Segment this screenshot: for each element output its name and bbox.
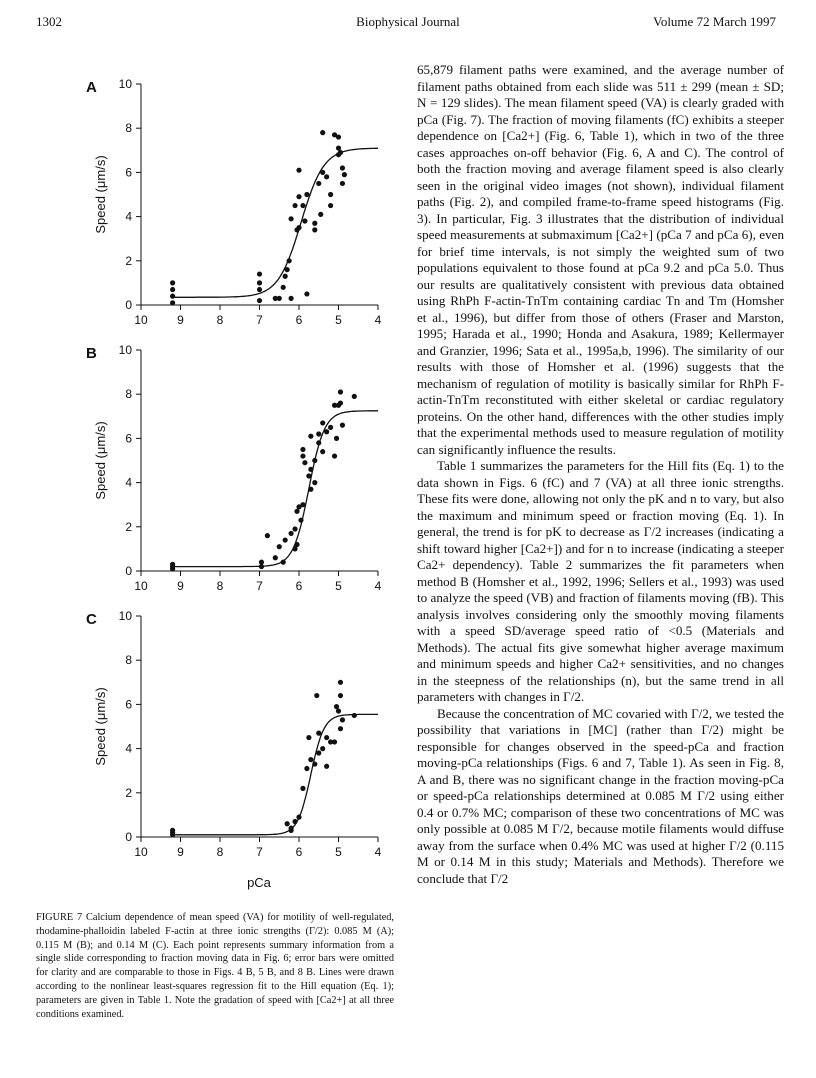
panel-c-label: C — [86, 611, 97, 628]
panel-b-data-point — [300, 502, 305, 507]
panel-a-data-point — [283, 274, 288, 279]
panel-a-data-point — [277, 296, 282, 301]
panel-a-x-tick-label: 10 — [134, 313, 148, 327]
panel-a-x-tick-label: 7 — [256, 313, 263, 327]
panel-c-x-tick-label: 6 — [295, 845, 303, 859]
panel-a-data-point — [312, 227, 317, 232]
panel-b-data-point — [294, 509, 299, 514]
panel-c-data-point — [170, 828, 175, 833]
panel-b-data-point — [312, 480, 317, 485]
panel-c-data-point — [285, 821, 290, 826]
panel-c-x-tick-label: 5 — [335, 845, 342, 859]
panel-c-data-point — [316, 731, 321, 736]
panel-b-data-point — [316, 440, 321, 445]
panel-a-data-point — [312, 221, 317, 226]
panel-b-data-point — [259, 564, 264, 569]
panel-b-data-point — [308, 487, 313, 492]
panel-a-data-point — [257, 271, 262, 276]
panel-c-data-point — [316, 750, 321, 755]
panel-c-y-tick-label: 0 — [125, 830, 132, 844]
panel-a-data-point — [257, 280, 262, 285]
panel-a-data-point — [287, 258, 292, 263]
panel-a-data-point — [300, 203, 305, 208]
panel-a-y-tick-label: 4 — [125, 209, 132, 224]
panel-a-y-tick-label: 8 — [125, 121, 132, 136]
panel-a-data-point — [320, 130, 325, 135]
panel-a-data-point — [302, 218, 307, 223]
panel-b-data-point — [281, 560, 286, 565]
panel-c-data-point — [340, 717, 345, 722]
page-number: 1302 — [36, 14, 62, 29]
panel-a-data-point — [342, 172, 347, 177]
panel-a-data-point — [170, 280, 175, 285]
panel-a-data-point — [318, 212, 323, 217]
panel-a-x-tick-label: 4 — [374, 313, 382, 327]
panel-b-data-point — [277, 544, 282, 549]
panel-a-data-point — [324, 174, 329, 179]
panel-c-data-point — [292, 819, 297, 824]
panel-a-data-point — [296, 168, 301, 173]
panel-b-x-tick-label: 5 — [335, 579, 342, 593]
panel-b-data-point — [338, 389, 343, 394]
figure-7 — [30, 62, 400, 912]
panel-c-x-tick-label: 8 — [216, 845, 224, 859]
panel-a-data-point — [289, 296, 294, 301]
panel-c-y-axis-title: Speed (μm/s) — [93, 687, 108, 766]
x-axis-title: pCa — [247, 875, 271, 890]
panel-b-x-tick-label: 7 — [256, 579, 263, 593]
figure-7-plots — [30, 62, 400, 912]
body-paragraph-3: Because the concentration of MC covaried with Γ/2, we tested the possibility that variations in [MC] (rather than Γ/2) might be responsible for changes observed in the speed-pCa and fraction moving-pCa relationships (Figs. 6 and 7, Table 1). As seen in Fig. 8, A and B, there was no significant change in the fraction moving-pCa or speed-pCa relationships determined at 0.085 M Γ/2 using either 0.4 or 0.7% MC; comparison of these two concentrations of MC was only possible at 0.085 M Γ/2, because motile filaments would diffuse away from the surface when 0.4% MC was used at higher Γ/2 (0.115 M or 0.14 M in this study; Materials and Methods). Therefore we conclude that Γ/2 — [417, 705, 784, 886]
panel-c-y-tick-label: 4 — [125, 741, 132, 756]
panel-a-data-point — [328, 203, 333, 208]
panel-a-data-point — [336, 145, 341, 150]
panel-b-y-tick-label: 2 — [125, 519, 132, 534]
panel-c-data-point — [300, 786, 305, 791]
panel-b-data-point — [273, 555, 278, 560]
panel-c-data-point — [312, 761, 317, 766]
figure-caption: FIGURE 7 Calcium dependence of mean speed (VA) for motility of well-regulated, rhodamine-phalloidin labeled F-actin at three ionic strengths (Γ/2): 0.085 M (A); 0.115 M (B); and 0.14 M (C). Each point represents summary information from a single slide corresponding to fraction moving data in Fig. 6; error bars were omitted for clarity and are comparable to those in Figs. 4 B, 5 B, and 8 B. Lines were drawn according to the nonlinear least-squares regression fit to the Hill equation (Eq. 1); parameters are given in Table 1. Note the gradation of speed with [Ca2+] at all three conditions examined. — [36, 912, 394, 1020]
panel-a-x-tick-label: 6 — [295, 313, 303, 327]
panel-a-data-point — [304, 192, 309, 197]
panel-c-data-point — [332, 739, 337, 744]
panel-a-y-tick-label: 10 — [118, 77, 132, 91]
panel-b-data-point — [334, 436, 339, 441]
panel-b-data-point — [332, 453, 337, 458]
panel-a-data-point — [285, 267, 290, 272]
panel-a-y-tick-label: 6 — [125, 165, 132, 180]
panel-b-data-point — [300, 453, 305, 458]
panel-b-x-tick-label: 4 — [374, 579, 382, 593]
panel-b-y-tick-label: 10 — [118, 343, 132, 357]
body-paragraph-1: 65,879 filament paths were examined, and the average number of filament paths obtained from each slide was 511 ± 299 (mean ± SD; N = 129 slides). The mean filament speed (VA) is clearly graded with pCa (Fig. 7). The fraction of moving filaments (fC) exhibits a steeper dependence on [Ca2+] (Fig. 6, Table 1), which in two of the three cases approaches on-off behavior (Fig. 6, A and C). The control of both the fraction moving and average filament speed is also clearly seen in the original video images (not shown), individual filament paths (Fig. 2), and compiled frame-to-frame speed histograms (Fig. 3). In particular, Fig. 3 illustrates that the distribution of individual speed measurements at submaximum [Ca2+] (pCa 7 and pCa 6), even for brief time intervals, is not simply the weighted sum of two populations equivalent to those found at pCa 9.2 and pCa 5.0. Thus our results are qualitatively consistent with previous data obtained using RhPh F-actin-TnTm containing cardiac Tn and Tm (Homsher et al., 1996), but differ from those of others (Fraser and Marston, 1995; Harada et al., 1990; Honda and Asakura, 1989; Kellermayer and Granzier, 1996; Sata et al., 1995a,b, 1996). The similarity of our results with those of Homsher et al. (1996) suggests that the mechanism of regulation of motility is basically similar for RhPh F-actin-TnTm reconstituted with either skeletal or cardiac regulatory proteins. On the other hand, differences with the other studies imply that the experimental methods used to measure regulation of motility can significantly influence the results. — [417, 62, 784, 457]
panel-c-y-tick-label: 8 — [125, 653, 132, 668]
panel-a-data-point — [340, 165, 345, 170]
body-paragraph-2: Table 1 summarizes the parameters for the Hill fits (Eq. 1) to the data shown in Figs. 6 (fC) and 7 (VA) at all three ionic strengths. These fits were done, allowing not only the pK and n to vary, but also the maximum and minimum speed or fraction moving (Eq. 1). In general, the trend is for pK to decrease as Γ/2 increases (indicating a shift toward higher [Ca2+]) and for n to increase (indicating a steeper Ca2+ dependency). Table 2 summarizes the fit parameters when method B (Homsher et al., 1992, 1996; Sellers et al., 1993) was used to analyze the speed (VB) and fraction of filaments moving (fB). This analysis involves considering only the smoothly moving filaments with a speed SD/average speed ratio of <0.5 (Materials and Methods). The actual fits give somewhat higher average maximum and minimum speeds and higher Ca2+ sensitivities, and no changes in the steepness of the relationships (n), but the same trend in all parameters with changes in Γ/2. — [417, 458, 784, 704]
panel-a-data-point — [170, 287, 175, 292]
panel-a-data-point — [257, 298, 262, 303]
panel-a-data-point — [316, 181, 321, 186]
panel-c-data-point — [338, 726, 343, 731]
panel-b-data-point — [308, 467, 313, 472]
panel-a-data-point — [296, 194, 301, 199]
journal-title: Biophysical Journal — [356, 14, 460, 29]
panel-a-fit-curve — [171, 148, 378, 297]
panel-b-data-point — [312, 458, 317, 463]
panel-a-data-point — [170, 294, 175, 299]
panel-c-data-point — [306, 735, 311, 740]
panel-b-data-point — [320, 420, 325, 425]
panel-b-data-point — [324, 429, 329, 434]
panel-c-data-point — [338, 693, 343, 698]
panel-b-fit-curve — [171, 411, 378, 567]
panel-a-data-point — [257, 287, 262, 292]
panel-c-x-tick-label: 9 — [177, 845, 184, 859]
panel-a-x-tick-label: 5 — [335, 313, 342, 327]
panel-b-data-point — [170, 562, 175, 567]
panel-c-data-point — [314, 693, 319, 698]
panel-c-data-point — [304, 766, 309, 771]
panel-c-y-tick-label: 6 — [125, 697, 132, 712]
panel-c-fit-curve — [171, 714, 378, 835]
panel-c-data-point — [324, 764, 329, 769]
panel-c-x-tick-label: 7 — [256, 845, 263, 859]
panel-b-y-tick-label: 6 — [125, 431, 132, 446]
panel-c-data-point — [324, 735, 329, 740]
volume-info: Volume 72 March 1997 — [653, 14, 776, 29]
panel-c-x-tick-label: 10 — [134, 845, 148, 859]
panel-b-data-point — [289, 531, 294, 536]
panel-b-y-axis-title: Speed (μm/s) — [93, 421, 108, 500]
panel-c-data-point — [289, 828, 294, 833]
panel-c-data-point — [334, 704, 339, 709]
panel-a-label: A — [86, 79, 97, 96]
panel-c-data-point — [296, 815, 301, 820]
panel-c-data-point — [336, 708, 341, 713]
panel-a-data-point — [292, 203, 297, 208]
body-text-column — [417, 62, 784, 887]
panel-b-x-tick-label: 6 — [295, 579, 303, 593]
panel-a-y-tick-label: 0 — [125, 298, 132, 312]
panel-b-data-point — [298, 518, 303, 523]
panel-c-y-tick-label: 10 — [118, 609, 132, 623]
panel-c-data-point — [320, 746, 325, 751]
panel-c-y-tick-label: 2 — [125, 785, 132, 800]
panel-b-label: B — [86, 345, 97, 362]
panel-a-data-point — [281, 285, 286, 290]
panel-c-data-point — [338, 680, 343, 685]
panel-b-data-point — [316, 431, 321, 436]
panel-a-x-tick-label: 9 — [177, 313, 184, 327]
panel-a-data-point — [338, 150, 343, 155]
panel-b-data-point — [308, 434, 313, 439]
panel-b-x-tick-label: 10 — [134, 579, 148, 593]
panel-c-x-tick-label: 4 — [374, 845, 382, 859]
panel-b-x-tick-label: 9 — [177, 579, 184, 593]
panel-b-y-tick-label: 8 — [125, 387, 132, 402]
panel-b-data-point — [292, 546, 297, 551]
panel-a-data-point — [328, 192, 333, 197]
panel-a-y-axis-title: Speed (μm/s) — [93, 155, 108, 234]
panel-a-data-point — [340, 181, 345, 186]
panel-b-data-point — [294, 542, 299, 547]
panel-a-data-point — [320, 170, 325, 175]
panel-b-data-point — [306, 473, 311, 478]
panel-a-data-point — [289, 216, 294, 221]
panel-a-data-point — [296, 225, 301, 230]
panel-b-data-point — [300, 447, 305, 452]
panel-b-y-tick-label: 0 — [125, 564, 132, 578]
panel-b-data-point — [320, 449, 325, 454]
panel-b-data-point — [265, 533, 270, 538]
panel-a-data-point — [304, 291, 309, 296]
panel-b-data-point — [259, 560, 264, 565]
panel-c-data-point — [352, 713, 357, 718]
panel-b-data-point — [283, 537, 288, 542]
panel-b-data-point — [292, 526, 297, 531]
panel-b-data-point — [338, 400, 343, 405]
panel-a-data-point — [336, 134, 341, 139]
panel-b-data-point — [328, 425, 333, 430]
panel-b-data-point — [302, 460, 307, 465]
panel-b-data-point — [352, 394, 357, 399]
panel-c-data-point — [308, 757, 313, 762]
panel-b-x-tick-label: 8 — [216, 579, 224, 593]
panel-a-data-point — [170, 300, 175, 305]
panel-b-data-point — [340, 423, 345, 428]
panel-a-x-tick-label: 8 — [216, 313, 224, 327]
panel-a-y-tick-label: 2 — [125, 253, 132, 268]
panel-b-y-tick-label: 4 — [125, 475, 132, 490]
